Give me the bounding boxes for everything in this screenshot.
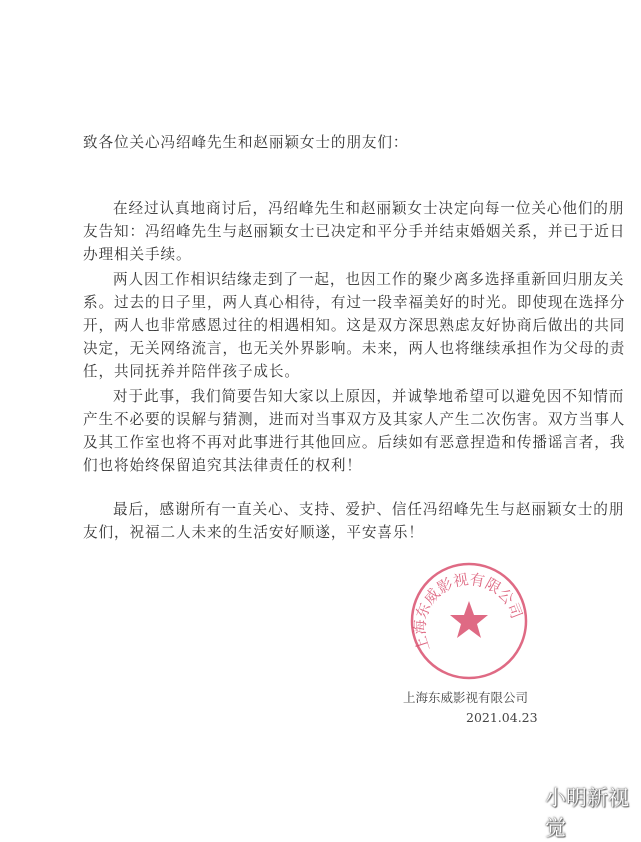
paragraph-line: 任，共同抚养并陪伴孩子成长。 xyxy=(83,363,300,380)
svg-text:上海东威影视有限公司: 上海东威影视有限公司 xyxy=(410,570,526,654)
letter-greeting: 致各位关心冯绍峰先生和赵丽颖女士的朋友们： xyxy=(83,134,409,151)
paragraph-line: 友们，祝福二人未来的生活安好顺遂，平安喜乐！ xyxy=(83,524,424,541)
paragraph-line: 产生不必要的误解与猜测，进而对当事双方及其家人产生二次伤害。双方当事人 xyxy=(83,411,626,428)
paragraph-line: 对于此事，我们简要告知大家以上原因，并诚挚地希望可以避免因不知情而 xyxy=(113,388,625,405)
paragraph-line: 系。过去的日子里，两人真心相待，有过一段幸福美好的时光。即使现在选择分 xyxy=(83,294,626,311)
paragraph-line: 办理相关手续。 xyxy=(83,246,192,263)
paragraph-line: 决定，无关网络流言，也无关外界影响。未来，两人也将继续承担作为父母的责 xyxy=(83,340,626,357)
watermark: 小明新视觉 xyxy=(545,786,629,840)
paragraph-line: 开，两人也非常感恩过往的相遇相知。这是双方深思熟虑友好协商后做出的共同 xyxy=(83,317,626,334)
signature-company: 上海东威影视有限公司 xyxy=(403,690,529,705)
paragraph-line: 在经过认真地商讨后，冯绍峰先生和赵丽颖女士决定向每一位关心他们的朋 xyxy=(113,200,625,217)
paragraph-line: 及其工作室也将不再对此事进行其他回应。后续如有恶意捏造和传播谣言者，我 xyxy=(83,434,626,451)
paragraph-line: 最后，感谢所有一直关心、支持、爱护、信任冯绍峰先生与赵丽颖女士的朋 xyxy=(113,501,625,518)
paragraph-line: 们也将始终保留追究其法律责任的权利！ xyxy=(83,457,362,474)
paragraph-line: 友告知：冯绍峰先生与赵丽颖女士已决定和平分手并结束婚姻关系，并已于近日 xyxy=(83,223,626,240)
signature-date: 2021.04.23 xyxy=(466,710,538,725)
paragraph-line: 两人因工作相识结缘走到了一起，也因工作的聚少离多选择重新回归朋友关 xyxy=(113,271,625,288)
company-seal-icon xyxy=(408,561,530,681)
